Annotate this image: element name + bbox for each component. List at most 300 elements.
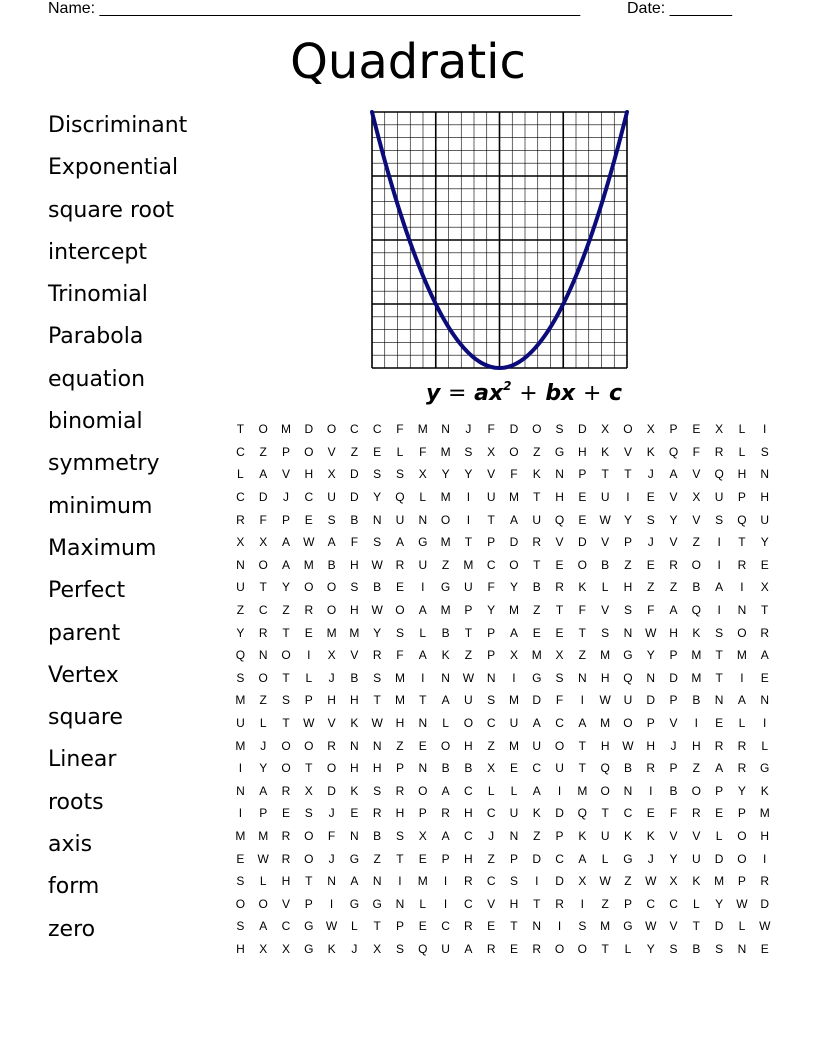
grid-letter[interactable]: H	[327, 693, 336, 708]
grid-letter[interactable]: B	[692, 693, 701, 708]
grid-letter[interactable]: Q	[235, 648, 246, 663]
grid-letter[interactable]: F	[396, 648, 404, 663]
grid-letter[interactable]: A	[532, 716, 541, 731]
grid-letter[interactable]: Z	[441, 557, 450, 572]
grid-letter[interactable]: P	[464, 603, 473, 618]
grid-letter[interactable]: J	[282, 490, 289, 505]
grid-letter[interactable]: N	[350, 738, 359, 753]
grid-letter[interactable]: Z	[282, 603, 290, 618]
grid-letter[interactable]: Z	[373, 851, 381, 866]
grid-letter[interactable]: M	[508, 603, 519, 618]
grid-letter[interactable]: R	[395, 783, 405, 798]
grid-letter[interactable]: V	[669, 716, 678, 731]
grid-letter[interactable]: B	[692, 941, 701, 956]
grid-letter[interactable]: T	[259, 580, 267, 595]
grid-letter[interactable]: K	[350, 783, 359, 798]
grid-letter[interactable]: Q	[714, 467, 724, 482]
grid-letter[interactable]: D	[555, 806, 564, 821]
grid-letter[interactable]: L	[442, 716, 449, 731]
grid-letter[interactable]: P	[669, 761, 678, 776]
grid-letter[interactable]: L	[419, 490, 427, 505]
grid-letter[interactable]: C	[623, 806, 633, 821]
grid-letter[interactable]: L	[738, 716, 746, 731]
grid-letter[interactable]: X	[373, 941, 382, 956]
grid-letter[interactable]: O	[577, 941, 588, 956]
grid-letter[interactable]: S	[555, 422, 564, 437]
grid-letter[interactable]: N	[509, 828, 519, 843]
grid-letter[interactable]: P	[669, 648, 678, 663]
grid-letter[interactable]: J	[465, 422, 472, 437]
grid-letter[interactable]: S	[236, 874, 245, 889]
grid-letter[interactable]: O	[691, 783, 701, 798]
grid-letter[interactable]: N	[258, 648, 268, 663]
grid-letter[interactable]: A	[669, 467, 678, 482]
grid-letter[interactable]: L	[396, 444, 404, 459]
grid-letter[interactable]: X	[715, 422, 724, 437]
grid-letter[interactable]: O	[463, 716, 474, 731]
grid-letter[interactable]: M	[600, 716, 611, 731]
grid-letter[interactable]: P	[715, 783, 724, 798]
grid-letter[interactable]: Q	[623, 670, 633, 685]
grid-letter[interactable]: R	[395, 557, 405, 572]
grid-letter[interactable]: A	[509, 512, 518, 527]
grid-letter[interactable]: Z	[350, 444, 359, 459]
grid-letter[interactable]: M	[508, 738, 519, 753]
grid-letter[interactable]: M	[303, 557, 314, 572]
grid-letter[interactable]: P	[281, 512, 290, 527]
grid-letter[interactable]: C	[350, 422, 359, 437]
grid-letter[interactable]: O	[326, 422, 337, 437]
grid-letter[interactable]: M	[235, 738, 246, 753]
grid-letter[interactable]: S	[464, 444, 473, 459]
grid-letter[interactable]: B	[373, 580, 382, 595]
grid-letter[interactable]: I	[307, 648, 311, 663]
grid-letter[interactable]: K	[578, 828, 587, 843]
grid-letter[interactable]: Q	[691, 603, 701, 618]
grid-letter[interactable]: N	[532, 919, 542, 934]
grid-letter[interactable]: H	[395, 716, 405, 731]
grid-letter[interactable]: E	[646, 806, 655, 821]
grid-letter[interactable]: I	[626, 490, 630, 505]
grid-letter[interactable]: E	[646, 557, 655, 572]
grid-letter[interactable]: I	[466, 512, 471, 527]
grid-letter[interactable]: S	[373, 783, 382, 798]
grid-letter[interactable]: H	[760, 490, 770, 505]
grid-letter[interactable]: I	[580, 693, 585, 708]
grid-letter[interactable]: N	[441, 670, 450, 685]
grid-letter[interactable]: P	[395, 761, 404, 776]
grid-letter[interactable]: M	[508, 490, 519, 505]
grid-letter[interactable]: M	[280, 422, 291, 437]
grid-letter[interactable]: C	[555, 851, 564, 866]
grid-letter[interactable]: L	[259, 716, 267, 731]
grid-letter[interactable]: L	[738, 444, 746, 459]
grid-letter[interactable]: O	[509, 444, 519, 459]
grid-letter[interactable]: O	[258, 896, 268, 911]
grid-letter[interactable]: N	[555, 467, 564, 482]
grid-letter[interactable]: Q	[554, 512, 565, 527]
grid-letter[interactable]: H	[304, 467, 314, 482]
grid-letter[interactable]: S	[578, 919, 587, 934]
grid-letter[interactable]: R	[692, 806, 701, 821]
grid-letter[interactable]: M	[531, 648, 542, 663]
grid-letter[interactable]: X	[487, 761, 496, 776]
grid-letter[interactable]: F	[350, 535, 359, 550]
grid-letter[interactable]: L	[351, 919, 358, 934]
grid-letter[interactable]: O	[509, 557, 519, 572]
grid-letter[interactable]: A	[737, 693, 746, 708]
grid-letter[interactable]: O	[554, 941, 565, 956]
grid-letter[interactable]: D	[304, 422, 314, 437]
grid-letter[interactable]: A	[395, 535, 404, 550]
grid-letter[interactable]: W	[303, 716, 315, 731]
grid-letter[interactable]: Y	[373, 490, 382, 505]
grid-letter[interactable]: C	[646, 896, 656, 911]
grid-letter[interactable]: U	[327, 490, 336, 505]
grid-letter[interactable]: T	[578, 625, 587, 640]
grid-letter[interactable]: R	[555, 580, 564, 595]
grid-letter[interactable]: S	[715, 512, 724, 527]
grid-letter[interactable]: P	[737, 490, 746, 505]
grid-letter[interactable]: Z	[578, 648, 587, 663]
grid-letter[interactable]: H	[464, 806, 473, 821]
grid-letter[interactable]: V	[281, 467, 290, 482]
grid-letter[interactable]: N	[372, 874, 382, 889]
grid-letter[interactable]: R	[372, 806, 382, 821]
grid-letter[interactable]: Q	[418, 941, 428, 956]
grid-letter[interactable]: H	[623, 580, 633, 595]
grid-letter[interactable]: G	[372, 896, 382, 911]
grid-letter[interactable]: A	[715, 761, 724, 776]
grid-letter[interactable]: K	[646, 828, 655, 843]
grid-letter[interactable]: C	[532, 761, 542, 776]
grid-letter[interactable]: J	[260, 738, 267, 753]
grid-letter[interactable]: S	[646, 512, 655, 527]
grid-letter[interactable]: A	[760, 648, 769, 663]
grid-letter[interactable]: T	[282, 670, 290, 685]
grid-letter[interactable]: M	[691, 648, 702, 663]
grid-letter[interactable]: R	[737, 761, 747, 776]
grid-letter[interactable]: C	[281, 919, 291, 934]
grid-letter[interactable]: Z	[647, 580, 655, 595]
grid-letter[interactable]: E	[281, 806, 290, 821]
grid-letter[interactable]: T	[601, 467, 609, 482]
grid-letter[interactable]: X	[304, 783, 313, 798]
grid-letter[interactable]: O	[737, 625, 747, 640]
grid-letter[interactable]: S	[236, 670, 245, 685]
grid-letter[interactable]: T	[578, 761, 587, 776]
grid-letter[interactable]: Z	[624, 874, 632, 889]
grid-letter[interactable]: X	[236, 535, 245, 550]
grid-letter[interactable]: E	[373, 444, 382, 459]
grid-letter[interactable]: N	[714, 693, 724, 708]
grid-letter[interactable]: A	[441, 783, 450, 798]
grid-letter[interactable]: A	[418, 648, 427, 663]
grid-letter[interactable]: O	[395, 603, 405, 618]
grid-letter[interactable]: Y	[487, 603, 496, 618]
grid-letter[interactable]: M	[600, 919, 611, 934]
grid-letter[interactable]: I	[421, 580, 425, 595]
grid-letter[interactable]: U	[464, 693, 473, 708]
grid-letter[interactable]: M	[714, 874, 725, 889]
grid-letter[interactable]: U	[395, 512, 405, 527]
grid-letter[interactable]: C	[486, 806, 496, 821]
grid-letter[interactable]: S	[555, 670, 564, 685]
grid-letter[interactable]: P	[487, 535, 496, 550]
grid-letter[interactable]: V	[327, 716, 336, 731]
grid-letter[interactable]: U	[532, 738, 542, 753]
grid-letter[interactable]: H	[236, 941, 245, 956]
grid-letter[interactable]: O	[326, 761, 337, 776]
grid-letter[interactable]: S	[373, 535, 382, 550]
grid-letter[interactable]: D	[555, 874, 564, 889]
grid-letter[interactable]: Z	[236, 603, 245, 618]
grid-letter[interactable]: I	[763, 716, 767, 731]
grid-letter[interactable]: H	[578, 444, 587, 459]
grid-letter[interactable]: O	[304, 851, 314, 866]
grid-letter[interactable]: V	[601, 603, 610, 618]
grid-letter[interactable]: O	[235, 896, 246, 911]
grid-letter[interactable]: R	[441, 806, 450, 821]
grid-letter[interactable]: N	[737, 941, 747, 956]
grid-letter[interactable]: F	[510, 467, 518, 482]
grid-letter[interactable]: M	[326, 625, 337, 640]
grid-letter[interactable]: T	[305, 761, 313, 776]
grid-letter[interactable]: X	[646, 422, 655, 437]
grid-letter[interactable]: W	[645, 874, 657, 889]
grid-letter[interactable]: I	[398, 874, 402, 889]
grid-letter[interactable]: I	[717, 535, 721, 550]
grid-letter[interactable]: A	[441, 693, 450, 708]
grid-letter[interactable]: T	[510, 919, 518, 934]
grid-letter[interactable]: N	[760, 693, 770, 708]
grid-letter[interactable]: I	[421, 670, 425, 685]
grid-letter[interactable]: P	[623, 535, 632, 550]
grid-letter[interactable]: S	[281, 693, 290, 708]
grid-letter[interactable]: L	[510, 783, 518, 798]
grid-letter[interactable]: X	[327, 467, 336, 482]
grid-letter[interactable]: M	[235, 693, 246, 708]
grid-letter[interactable]: O	[554, 738, 565, 753]
grid-letter[interactable]: Z	[464, 648, 473, 663]
grid-letter[interactable]: I	[740, 580, 744, 595]
grid-letter[interactable]: D	[350, 467, 359, 482]
grid-letter[interactable]: I	[466, 490, 471, 505]
grid-letter[interactable]: P	[669, 693, 678, 708]
grid-letter[interactable]: Q	[395, 490, 405, 505]
grid-letter[interactable]: S	[487, 693, 496, 708]
grid-letter[interactable]: K	[441, 648, 450, 663]
grid-letter[interactable]: U	[236, 716, 245, 731]
grid-letter[interactable]: F	[396, 422, 404, 437]
grid-letter[interactable]: Q	[668, 444, 679, 459]
grid-letter[interactable]: K	[601, 444, 610, 459]
grid-letter[interactable]: A	[464, 941, 473, 956]
grid-letter[interactable]: D	[714, 919, 724, 934]
grid-letter[interactable]: I	[557, 783, 562, 798]
grid-letter[interactable]: R	[281, 783, 291, 798]
grid-letter[interactable]: S	[350, 580, 359, 595]
grid-letter[interactable]: L	[305, 670, 313, 685]
grid-letter[interactable]: H	[464, 851, 473, 866]
grid-letter[interactable]: D	[669, 670, 678, 685]
grid-letter[interactable]: N	[760, 467, 770, 482]
grid-letter[interactable]: B	[350, 512, 359, 527]
grid-letter[interactable]: V	[669, 535, 678, 550]
grid-letter[interactable]: O	[304, 444, 314, 459]
grid-letter[interactable]: E	[350, 806, 359, 821]
grid-letter[interactable]: I	[443, 896, 448, 911]
grid-letter[interactable]: O	[600, 783, 610, 798]
grid-letter[interactable]: T	[396, 851, 404, 866]
grid-letter[interactable]: N	[623, 783, 633, 798]
grid-letter[interactable]: N	[418, 512, 428, 527]
grid-letter[interactable]: N	[236, 783, 245, 798]
grid-letter[interactable]: D	[714, 851, 724, 866]
grid-letter[interactable]: A	[327, 535, 336, 550]
grid-letter[interactable]: V	[692, 512, 701, 527]
grid-letter[interactable]: G	[440, 580, 451, 595]
grid-letter[interactable]: T	[464, 625, 473, 640]
grid-letter[interactable]: L	[237, 467, 244, 482]
grid-letter[interactable]: O	[440, 738, 451, 753]
grid-letter[interactable]: W	[622, 738, 634, 753]
grid-letter[interactable]: N	[350, 828, 359, 843]
grid-letter[interactable]: H	[395, 806, 405, 821]
grid-letter[interactable]: U	[600, 490, 610, 505]
grid-letter[interactable]: V	[669, 490, 678, 505]
grid-letter[interactable]: P	[737, 874, 746, 889]
grid-letter[interactable]: E	[715, 806, 724, 821]
grid-letter[interactable]: O	[623, 716, 633, 731]
grid-letter[interactable]: S	[373, 670, 382, 685]
grid-letter[interactable]: A	[532, 783, 541, 798]
grid-letter[interactable]: M	[440, 603, 451, 618]
grid-letter[interactable]: H	[281, 874, 291, 889]
grid-letter[interactable]: X	[418, 467, 427, 482]
grid-letter[interactable]: R	[555, 896, 564, 911]
grid-letter[interactable]: U	[486, 490, 496, 505]
grid-letter[interactable]: R	[669, 557, 678, 572]
grid-letter[interactable]: B	[601, 557, 610, 572]
grid-letter[interactable]: H	[350, 603, 359, 618]
grid-letter[interactable]: R	[464, 874, 473, 889]
grid-letter[interactable]: V	[692, 828, 701, 843]
grid-letter[interactable]: I	[238, 761, 243, 776]
grid-letter[interactable]: T	[692, 919, 700, 934]
grid-letter[interactable]: T	[715, 670, 723, 685]
grid-letter[interactable]: T	[738, 535, 746, 550]
grid-letter[interactable]: J	[328, 851, 335, 866]
grid-letter[interactable]: N	[441, 422, 450, 437]
grid-letter[interactable]: I	[649, 783, 653, 798]
grid-letter[interactable]: R	[532, 535, 542, 550]
grid-letter[interactable]: V	[669, 919, 678, 934]
grid-letter[interactable]: Z	[692, 535, 700, 550]
grid-letter[interactable]: M	[235, 828, 246, 843]
grid-letter[interactable]: W	[462, 670, 475, 685]
grid-letter[interactable]: H	[600, 738, 610, 753]
grid-letter[interactable]: F	[419, 444, 427, 459]
grid-letter[interactable]: Q	[600, 761, 610, 776]
grid-letter[interactable]: O	[623, 422, 633, 437]
grid-letter[interactable]: P	[509, 851, 518, 866]
grid-letter[interactable]: U	[692, 851, 701, 866]
grid-letter[interactable]: X	[578, 874, 587, 889]
grid-letter[interactable]: P	[487, 648, 496, 663]
grid-letter[interactable]: T	[305, 874, 313, 889]
grid-letter[interactable]: E	[304, 512, 313, 527]
grid-letter[interactable]: V	[487, 467, 496, 482]
grid-letter[interactable]: H	[509, 896, 519, 911]
grid-letter[interactable]: V	[623, 444, 632, 459]
grid-letter[interactable]: O	[281, 648, 291, 663]
grid-letter[interactable]: C	[372, 422, 382, 437]
grid-letter[interactable]: O	[326, 580, 337, 595]
grid-letter[interactable]: K	[532, 806, 541, 821]
grid-letter[interactable]: V	[601, 535, 610, 550]
grid-letter[interactable]: W	[599, 693, 611, 708]
grid-letter[interactable]: T	[715, 648, 723, 663]
grid-letter[interactable]: O	[258, 557, 268, 572]
grid-letter[interactable]: C	[486, 874, 496, 889]
grid-letter[interactable]: H	[350, 557, 359, 572]
grid-letter[interactable]: F	[327, 828, 336, 843]
grid-letter[interactable]: E	[487, 919, 496, 934]
grid-letter[interactable]: V	[555, 535, 564, 550]
grid-letter[interactable]: X	[327, 648, 336, 663]
grid-letter[interactable]: R	[760, 874, 770, 889]
grid-letter[interactable]: W	[736, 896, 748, 911]
grid-letter[interactable]: K	[578, 580, 587, 595]
grid-letter[interactable]: X	[555, 648, 564, 663]
grid-letter[interactable]: O	[440, 512, 451, 527]
grid-letter[interactable]: U	[441, 941, 450, 956]
grid-letter[interactable]: S	[715, 941, 724, 956]
grid-letter[interactable]: V	[669, 828, 678, 843]
grid-letter[interactable]: M	[417, 874, 428, 889]
grid-letter[interactable]: A	[259, 783, 268, 798]
grid-letter[interactable]: T	[464, 535, 473, 550]
grid-letter[interactable]: N	[372, 512, 382, 527]
grid-letter[interactable]: S	[236, 919, 245, 934]
grid-letter[interactable]: F	[647, 603, 655, 618]
grid-letter[interactable]: E	[760, 941, 769, 956]
grid-letter[interactable]: O	[258, 422, 268, 437]
grid-letter[interactable]: L	[692, 896, 700, 911]
grid-letter[interactable]: T	[601, 941, 609, 956]
grid-letter[interactable]: O	[258, 670, 268, 685]
grid-letter[interactable]: D	[578, 535, 587, 550]
grid-letter[interactable]: H	[350, 761, 359, 776]
grid-letter[interactable]: D	[646, 693, 656, 708]
grid-letter[interactable]: C	[669, 896, 678, 911]
grid-letter[interactable]: C	[555, 716, 564, 731]
grid-letter[interactable]: E	[555, 557, 564, 572]
grid-letter[interactable]: E	[692, 422, 701, 437]
grid-letter[interactable]: S	[509, 874, 518, 889]
grid-letter[interactable]: Z	[533, 603, 541, 618]
grid-letter[interactable]: E	[418, 738, 427, 753]
grid-letter[interactable]: K	[623, 828, 632, 843]
grid-letter[interactable]: M	[258, 828, 269, 843]
grid-letter[interactable]: C	[486, 557, 496, 572]
grid-letter[interactable]: C	[304, 490, 314, 505]
grid-letter[interactable]: D	[509, 535, 519, 550]
grid-letter[interactable]: T	[282, 625, 290, 640]
grid-letter[interactable]: H	[600, 670, 610, 685]
grid-letter[interactable]: K	[350, 716, 359, 731]
